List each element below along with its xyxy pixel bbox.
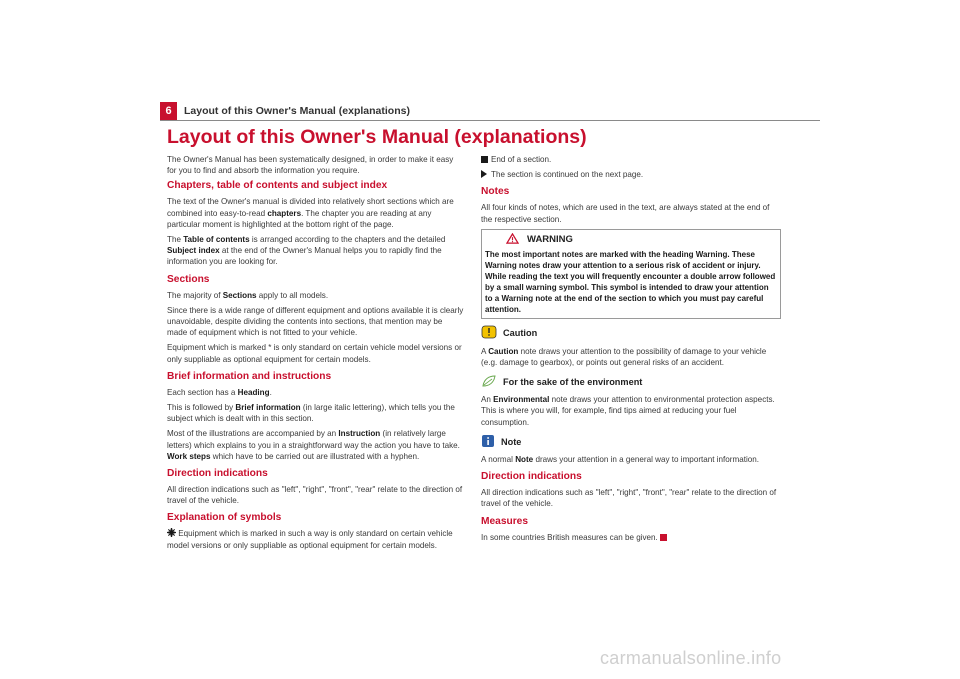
left-column: [167, 154, 464, 555]
page-number: 6: [160, 102, 177, 121]
right-column: [481, 154, 781, 547]
paragraph-brief-information: This is followed by Brief information (in large italic lettering), which tells you the subject which is dealt with in this section.: [167, 403, 455, 424]
paragraph-toc: The Table of contents is arranged according to the chapters and the detailed Subject index at the end of the Owner's Manual helps you to rapidly find the information you are looking for.: [167, 235, 446, 267]
heading-measures: Measures: [481, 515, 529, 527]
heading-symbols: Explanation of symbols: [167, 512, 282, 524]
heading-sections: Sections: [167, 273, 210, 285]
paragraph-direction-indications-2: All direction indications such as "left", "right", "front", "rear" relate to the direction of travel of the vehicle.: [481, 488, 777, 509]
paragraph-equipment-marked: Equipment which is marked * is only standard on certain vehicle model versions or only suppliable as optional equipment for certain models.: [167, 343, 462, 364]
paragraph-caution: A Caution note draws your attention to the possibility of damage to your vehicle (e.g. damage to gearbox), or points out general risks of an accident.: [481, 346, 767, 367]
page-title: Layout of this Owner's Manual (explanations): [167, 126, 587, 148]
paragraph-equipment-range: Since there is a wide range of different equipment and options available it is clearly unavoidable, despite dividing the contents into sections, that mention may be made of equipment which is not fitted to your vehicle.: [167, 305, 464, 338]
note-header: Note: [481, 434, 781, 451]
header-rule: [160, 120, 820, 121]
end-of-section-line: End of a section.: [481, 154, 781, 165]
heading-direction-indications: Direction indications: [167, 468, 268, 480]
paragraph-note: A normal Note draws your attention in a general way to important information.: [481, 455, 760, 465]
paragraph-chapters: The text of the Owner's manual is divided into relatively short sections which are combined into easy-to-read chapters. The chapter you are reading at any particular moment is highlighted at the bottom right of the page.: [167, 197, 454, 229]
heading-notes: Notes: [481, 186, 510, 198]
paragraph-instruction: Most of the illustrations are accompanied by an Instruction (in relatively large letters) which explains to you in a straightforward way the action you have to take. Work steps which have to be carried out are illustrated with a hyphen.: [167, 429, 460, 461]
end-of-section-icon: [481, 156, 488, 163]
heading-brief-info: Brief information and instructions: [167, 370, 332, 382]
paragraph-symbols: Equipment which is marked in such a way is only standard on certain vehicle model versions or only suppliable as optional equipment for certain models.: [167, 529, 453, 550]
optional-equipment-icon: [167, 529, 178, 538]
running-header: Layout of this Owner's Manual (explanations): [184, 105, 410, 117]
paragraph-measures: In some countries British measures can be given.: [481, 532, 781, 543]
warning-header: WARNING: [506, 233, 777, 247]
warning-triangle-icon: [506, 233, 519, 247]
paragraph-sections: The majority of Sections apply to all models.: [167, 290, 329, 300]
paragraph-environment: An Environmental note draws your attention to environmental protection aspects. This is where you will, for example, find tips aimed at reducing your fuel consumption.: [481, 395, 775, 427]
end-of-section-icon: [660, 534, 667, 541]
intro-paragraph: The Owner's Manual has been systematically designed, in order to make it easy for you to find and absorb the information you require.: [167, 155, 454, 176]
heading-direction-indications-2: Direction indications: [481, 471, 582, 483]
info-icon: [481, 434, 495, 451]
caution-icon: [481, 325, 497, 342]
caution-header: Caution: [481, 325, 781, 342]
watermark: carmanualsonline.info: [600, 648, 782, 668]
continued-line: The section is continued on the next page.: [481, 169, 781, 180]
paragraph-notes: All four kinds of notes, which are used in the text, are always stated at the end of the respective section.: [481, 203, 770, 224]
continued-arrow-icon: [481, 170, 487, 178]
paragraph-direction-indications: All direction indications such as "left", "right", "front", "rear" relate to the direction of travel of the vehicle.: [167, 485, 463, 506]
environment-leaf-icon: [481, 374, 497, 391]
heading-chapters: Chapters, table of contents and subject index: [167, 180, 388, 192]
environment-header: For the sake of the environment: [481, 374, 781, 391]
warning-text: The most important notes are marked with the heading Warning. These Warning notes draw your attention to a serious risk of accident or injury. While reading the text you will frequently encounter a double arrow followed by a small warning symbol. This symbol is intended to draw your attention to a Warning note at the end of the section to which you must pay careful attention.: [485, 250, 776, 314]
warning-box: [481, 229, 781, 320]
paragraph-heading: Each section has a Heading.: [167, 387, 272, 397]
